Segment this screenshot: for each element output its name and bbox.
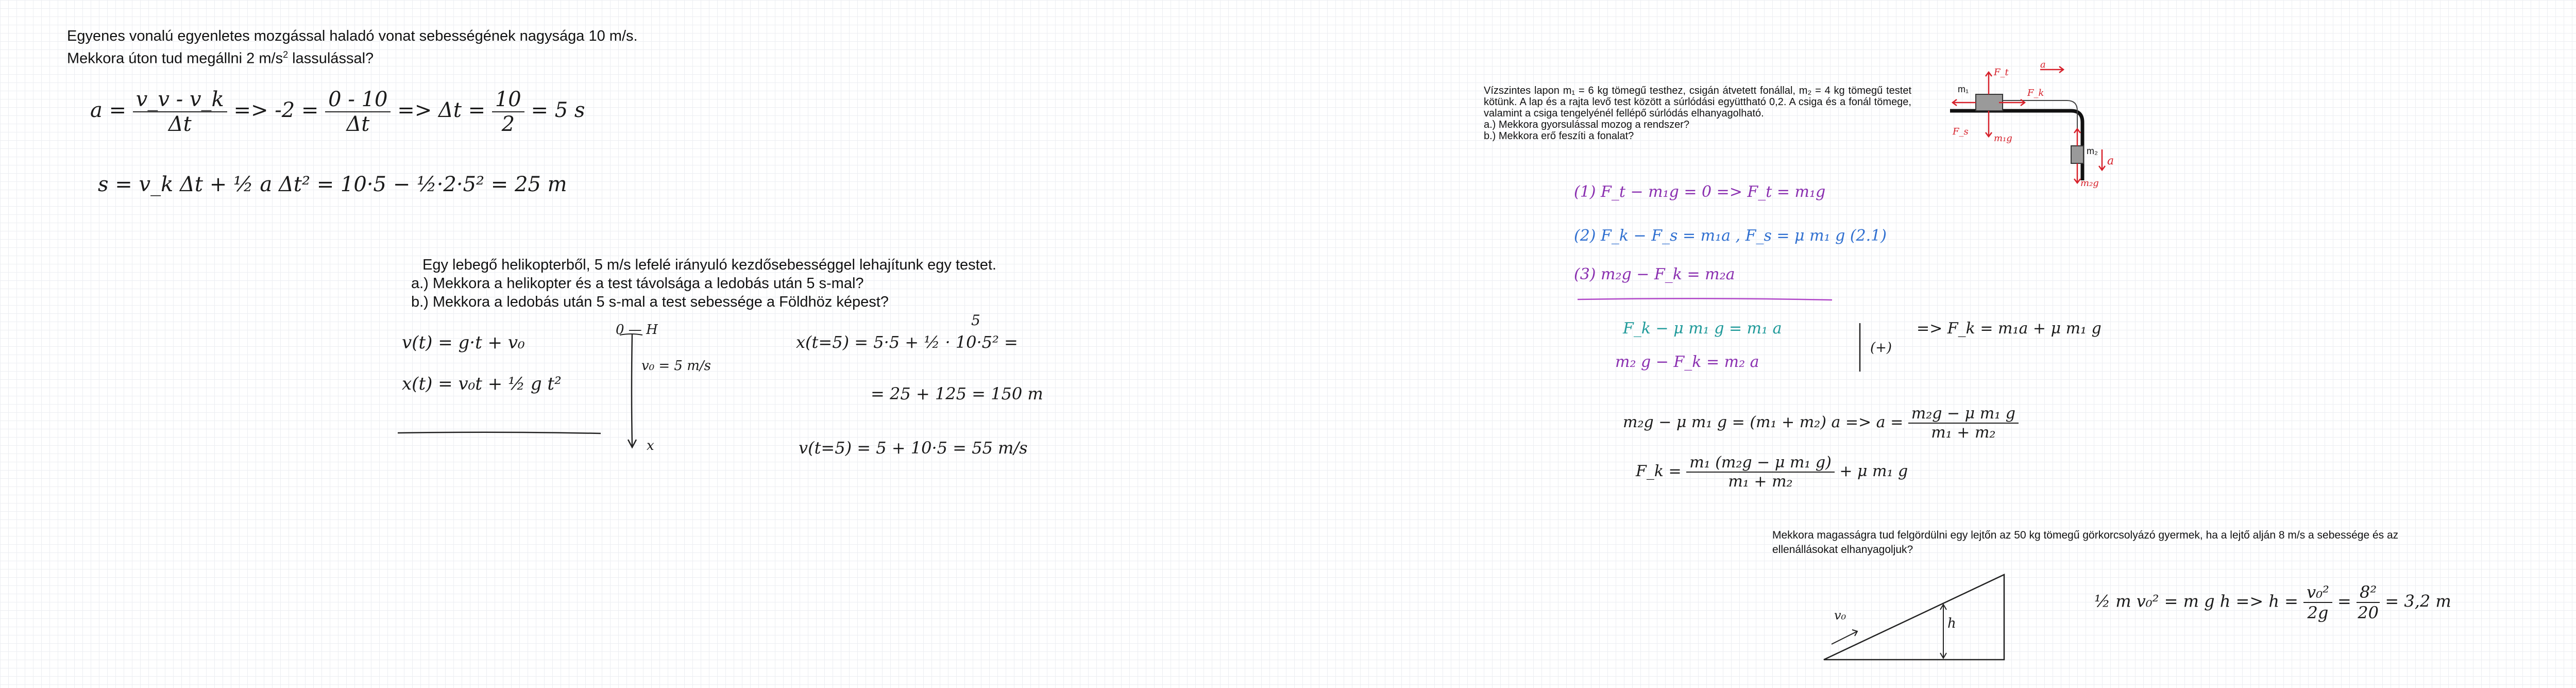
problem3-text bbox=[1484, 85, 1911, 142]
problem2-option-b: b.) Mekkora a ledobás után 5 s-mal a test sebessége a Földhöz képest? bbox=[411, 294, 889, 310]
problem2-small-five: 5 bbox=[971, 312, 980, 329]
problem4-text: Mekkora magasságra tud felgördülni egy lejtőn az 50 kg tömegű görkorcsolyázó gyermek, ha a lejtő alján 8 m/s a sebessége és az ellenállásokat elhanyagoljuk? bbox=[1772, 529, 2399, 556]
problem3-eq1: (1) F_t − m₁g = 0 => F_t = m₁g bbox=[1574, 183, 1826, 201]
problem2-axis-x: x bbox=[647, 438, 654, 454]
problem3-sys-bar bbox=[1857, 322, 1862, 374]
problem2-axis-top: 0 — H bbox=[616, 322, 658, 338]
incline-label-v0: v₀ bbox=[1834, 608, 1846, 623]
pulley-label-m2g: m₂g bbox=[2080, 178, 2099, 189]
pulley-label-m2: m₂ bbox=[2087, 146, 2098, 156]
problem2-axis-v0: v₀ = 5 m/s bbox=[641, 358, 711, 374]
problem1-line1: Egyenes vonalú egyenletes mozgással haladó vonat sebességének nagysága 10 m/s. bbox=[67, 28, 638, 44]
incline-label-h: h bbox=[1947, 616, 1956, 631]
pulley-label-m1g: m₁g bbox=[1994, 133, 2012, 144]
pulley-label-fs: F_s bbox=[1953, 126, 1969, 137]
problem4-eq: ½ m v₀² = m g h => h = $\frac{\text{v₀²}}{2g}$ = $\frac{\text{8²}}{20}$ = 3,2 m bbox=[2094, 582, 2451, 623]
problem2-title: Egy lebegő helikopterből, 5 m/s lefelé irányuló kezdősebességgel lehajítunk egy testet. bbox=[422, 257, 996, 273]
incline-diagram bbox=[1819, 572, 2009, 665]
pulley-label-a: a bbox=[2040, 59, 2046, 70]
pulley-diagram bbox=[1947, 59, 2117, 193]
problem1-text bbox=[67, 27, 638, 68]
problem1-line2: Mekkora úton tud megállni 2 $m/s^2$ lassulással? bbox=[67, 49, 374, 67]
problem3-statement: Vízszintes lapon m₁ = 6 kg tömegű testhez, csigán átvetett fonállal, m₂ = 4 kg tömegű testet kötünk. A lap és a rajta levő test között a súrlódási együttható 0,2. A csiga és a fonál tömege, valamint a csiga tengelyénél fellépő súrlódás elhanyagolható. bbox=[1484, 85, 1911, 119]
problem3-divider bbox=[1577, 296, 1834, 303]
problem1-eq2: s = v_k Δt + ½ a Δt² = 10·5 − ½·2·5² = 25 m bbox=[98, 173, 567, 196]
problem2-x5-line2: = 25 + 125 = 150 m bbox=[871, 384, 1043, 404]
problem3-sys-plus: (+) bbox=[1870, 340, 1892, 356]
problem3-fk-eq: F_k = $\frac{\text{m₁ (m₂g − μ m₁ g)}}{\text{m₁ + m₂}}$ + μ m₁ g bbox=[1636, 454, 1908, 491]
problem1-eq1: a = $\frac{v\_v - v\_k}{\Delta t}$ => -2 = $\frac{0 - 10}{\Delta t}$ => Δt = $\frac{10}{2}$ = 5 s bbox=[90, 88, 585, 136]
problem3-a-eq: m₂g − μ m₁ g = (m₁ + m₂) a => a = $\frac{\text{m₂g − μ m₁ g}}{\text{m₁ + m₂}}$ bbox=[1623, 405, 2019, 442]
problem3-sys1: F_k − μ m₁ g = m₁ a bbox=[1623, 320, 1782, 338]
problem2-underline bbox=[397, 430, 603, 435]
problem3-option-a: a.) Mekkora gyorsulással mozog a rendszer? bbox=[1484, 119, 1690, 130]
problem3-eq2: (2) F_k − F_s = m₁a , F_s = μ m₁ g (2.1) bbox=[1574, 227, 1887, 245]
pulley-label-m1: m₁ bbox=[1958, 84, 1969, 94]
problem3-eq3: (3) m₂g − F_k = m₂a bbox=[1574, 265, 1735, 283]
problem2-v-eq: v(t) = g·t + v₀ bbox=[402, 332, 525, 353]
pulley-label-ft: F_t bbox=[1994, 67, 2009, 78]
problem2-x5-line1: x(t=5) = 5·5 + ½ · 10·5² = bbox=[796, 332, 1018, 352]
pulley-label-fk: F_k bbox=[2027, 88, 2044, 98]
problem3-option-b: b.) Mekkora erő feszíti a fonalat? bbox=[1484, 130, 1634, 142]
problem2-text bbox=[411, 256, 996, 311]
problem3-sys-result: => F_k = m₁a + μ m₁ g bbox=[1917, 320, 2102, 338]
problem3-sys2: m₂ g − F_k = m₂ a bbox=[1615, 353, 1759, 371]
problem2-option-a: a.) Mekkora a helikopter és a test távolsága a ledobás után 5 s-mal? bbox=[411, 275, 864, 292]
problem2-x-eq: x(t) = v₀t + ½ g t² bbox=[402, 374, 562, 394]
pulley-label-a2: a bbox=[2107, 155, 2114, 167]
problem2-axis-diagram bbox=[616, 330, 647, 454]
problem2-v5: v(t=5) = 5 + 10·5 = 55 m/s bbox=[799, 438, 1028, 458]
